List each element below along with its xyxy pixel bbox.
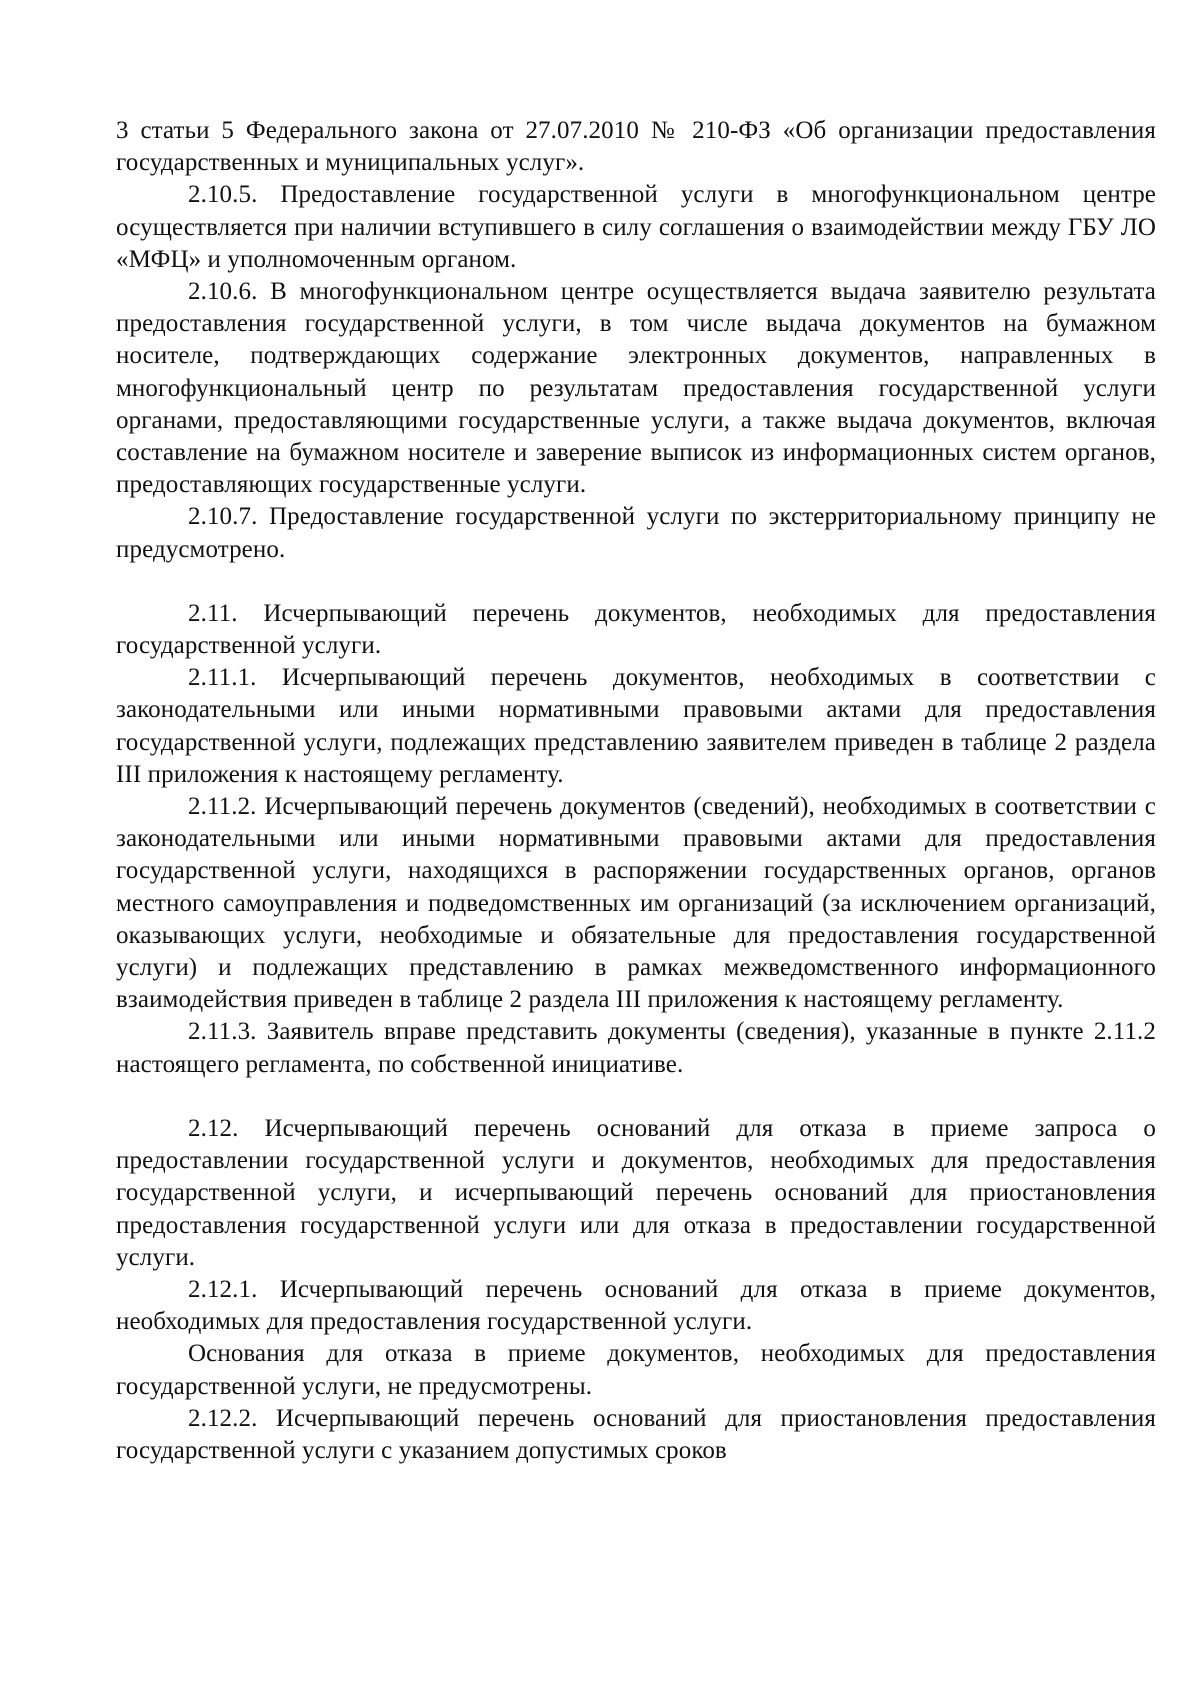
- document-body: [116, 115, 1156, 1467]
- section-heading-2-11: 2.11. Исчерпывающий перечень документов, необходимых для предоставления государственной услуги.: [116, 599, 1156, 660]
- paragraph-2-12-1-grounds: Основания для отказа в приеме документов, необходимых для предоставления государственной услуги, не предусмотрены.: [116, 1340, 1156, 1400]
- paragraph-continuation: 3 статьи 5 Федерального закона от 27.07.2010 № 210-ФЗ «Об организации предоставления государственных и муниципальных услуг».: [116, 117, 1156, 177]
- paragraph-2-10-6: 2.10.6. В многофункциональном центре осуществляется выдача заявителю результата предоставления государственной услуги, в том числе выдача документов на бумажном носителе, подтверждающих содержание электронных документов, направленных в многофункциональный центр по результатам предоставления государственной услуги органами, предоставляющими государственные услуги, а также выдача документов, включая составление на бумажном носителе и заверение выписок из информационных систем органов, предоставляющих государственные услуги.: [116, 278, 1156, 499]
- paragraph-2-10-7: 2.10.7. Предоставление государственной услуги по экстерриториальному принципу не предусмотрено.: [116, 503, 1156, 563]
- paragraph-2-12-2: 2.12.2. Исчерпывающий перечень оснований для приостановления предоставления государственной услуги с указанием допустимых сроков: [116, 1404, 1156, 1464]
- paragraph-2-10-5: 2.10.5. Предоставление государственной услуги в многофункциональном центре осуществляется при наличии вступившего в силу соглашения о взаимодействии между ГБУ ЛО «МФЦ» и уполномоченным органом.: [116, 181, 1156, 273]
- paragraph-2-12-1: 2.12.1. Исчерпывающий перечень оснований для отказа в приеме документов, необходимых для предоставления государственной услуги.: [116, 1275, 1156, 1336]
- paragraph-2-11-2: 2.11.2. Исчерпывающий перечень документов (сведений), необходимых в соответствии с законодательными или иными нормативными правовыми актами для предоставления государственной услуги, находящихся в распоряжении государственных органов, органов местного самоуправления и подведомственных им организаций (за исключением организаций, оказывающих услуги, необходимые и обязательные для предоставления государственной услуги) и подлежащих представлению в рамках межведомственного информационного взаимодействия приведен в таблице 2 раздела III приложения к настоящему регламенту.: [116, 793, 1156, 1014]
- paragraph-2-11-3: 2.11.3. Заявитель вправе представить документы (сведения), указанные в пункте 2.11.2 настоящего регламента, по собственной инициативе.: [116, 1018, 1156, 1078]
- section-heading-2-12: 2.12. Исчерпывающий перечень оснований для отказа в приеме запроса о предоставлении государственной услуги и документов, необходимых для предоставления государственной услуги, и исчерпывающий перечень оснований для приостановления предоставления государственной услуги или для отказа в предоставлении государственной услуги.: [116, 1114, 1156, 1271]
- paragraph-2-11-1: 2.11.1. Исчерпывающий перечень документов, необходимых в соответствии с законодательными или иными нормативными правовыми актами для предоставления государственной услуги, подлежащих представлению заявителем приведен в таблице 2 раздела III приложения к настоящему регламенту.: [116, 664, 1156, 788]
